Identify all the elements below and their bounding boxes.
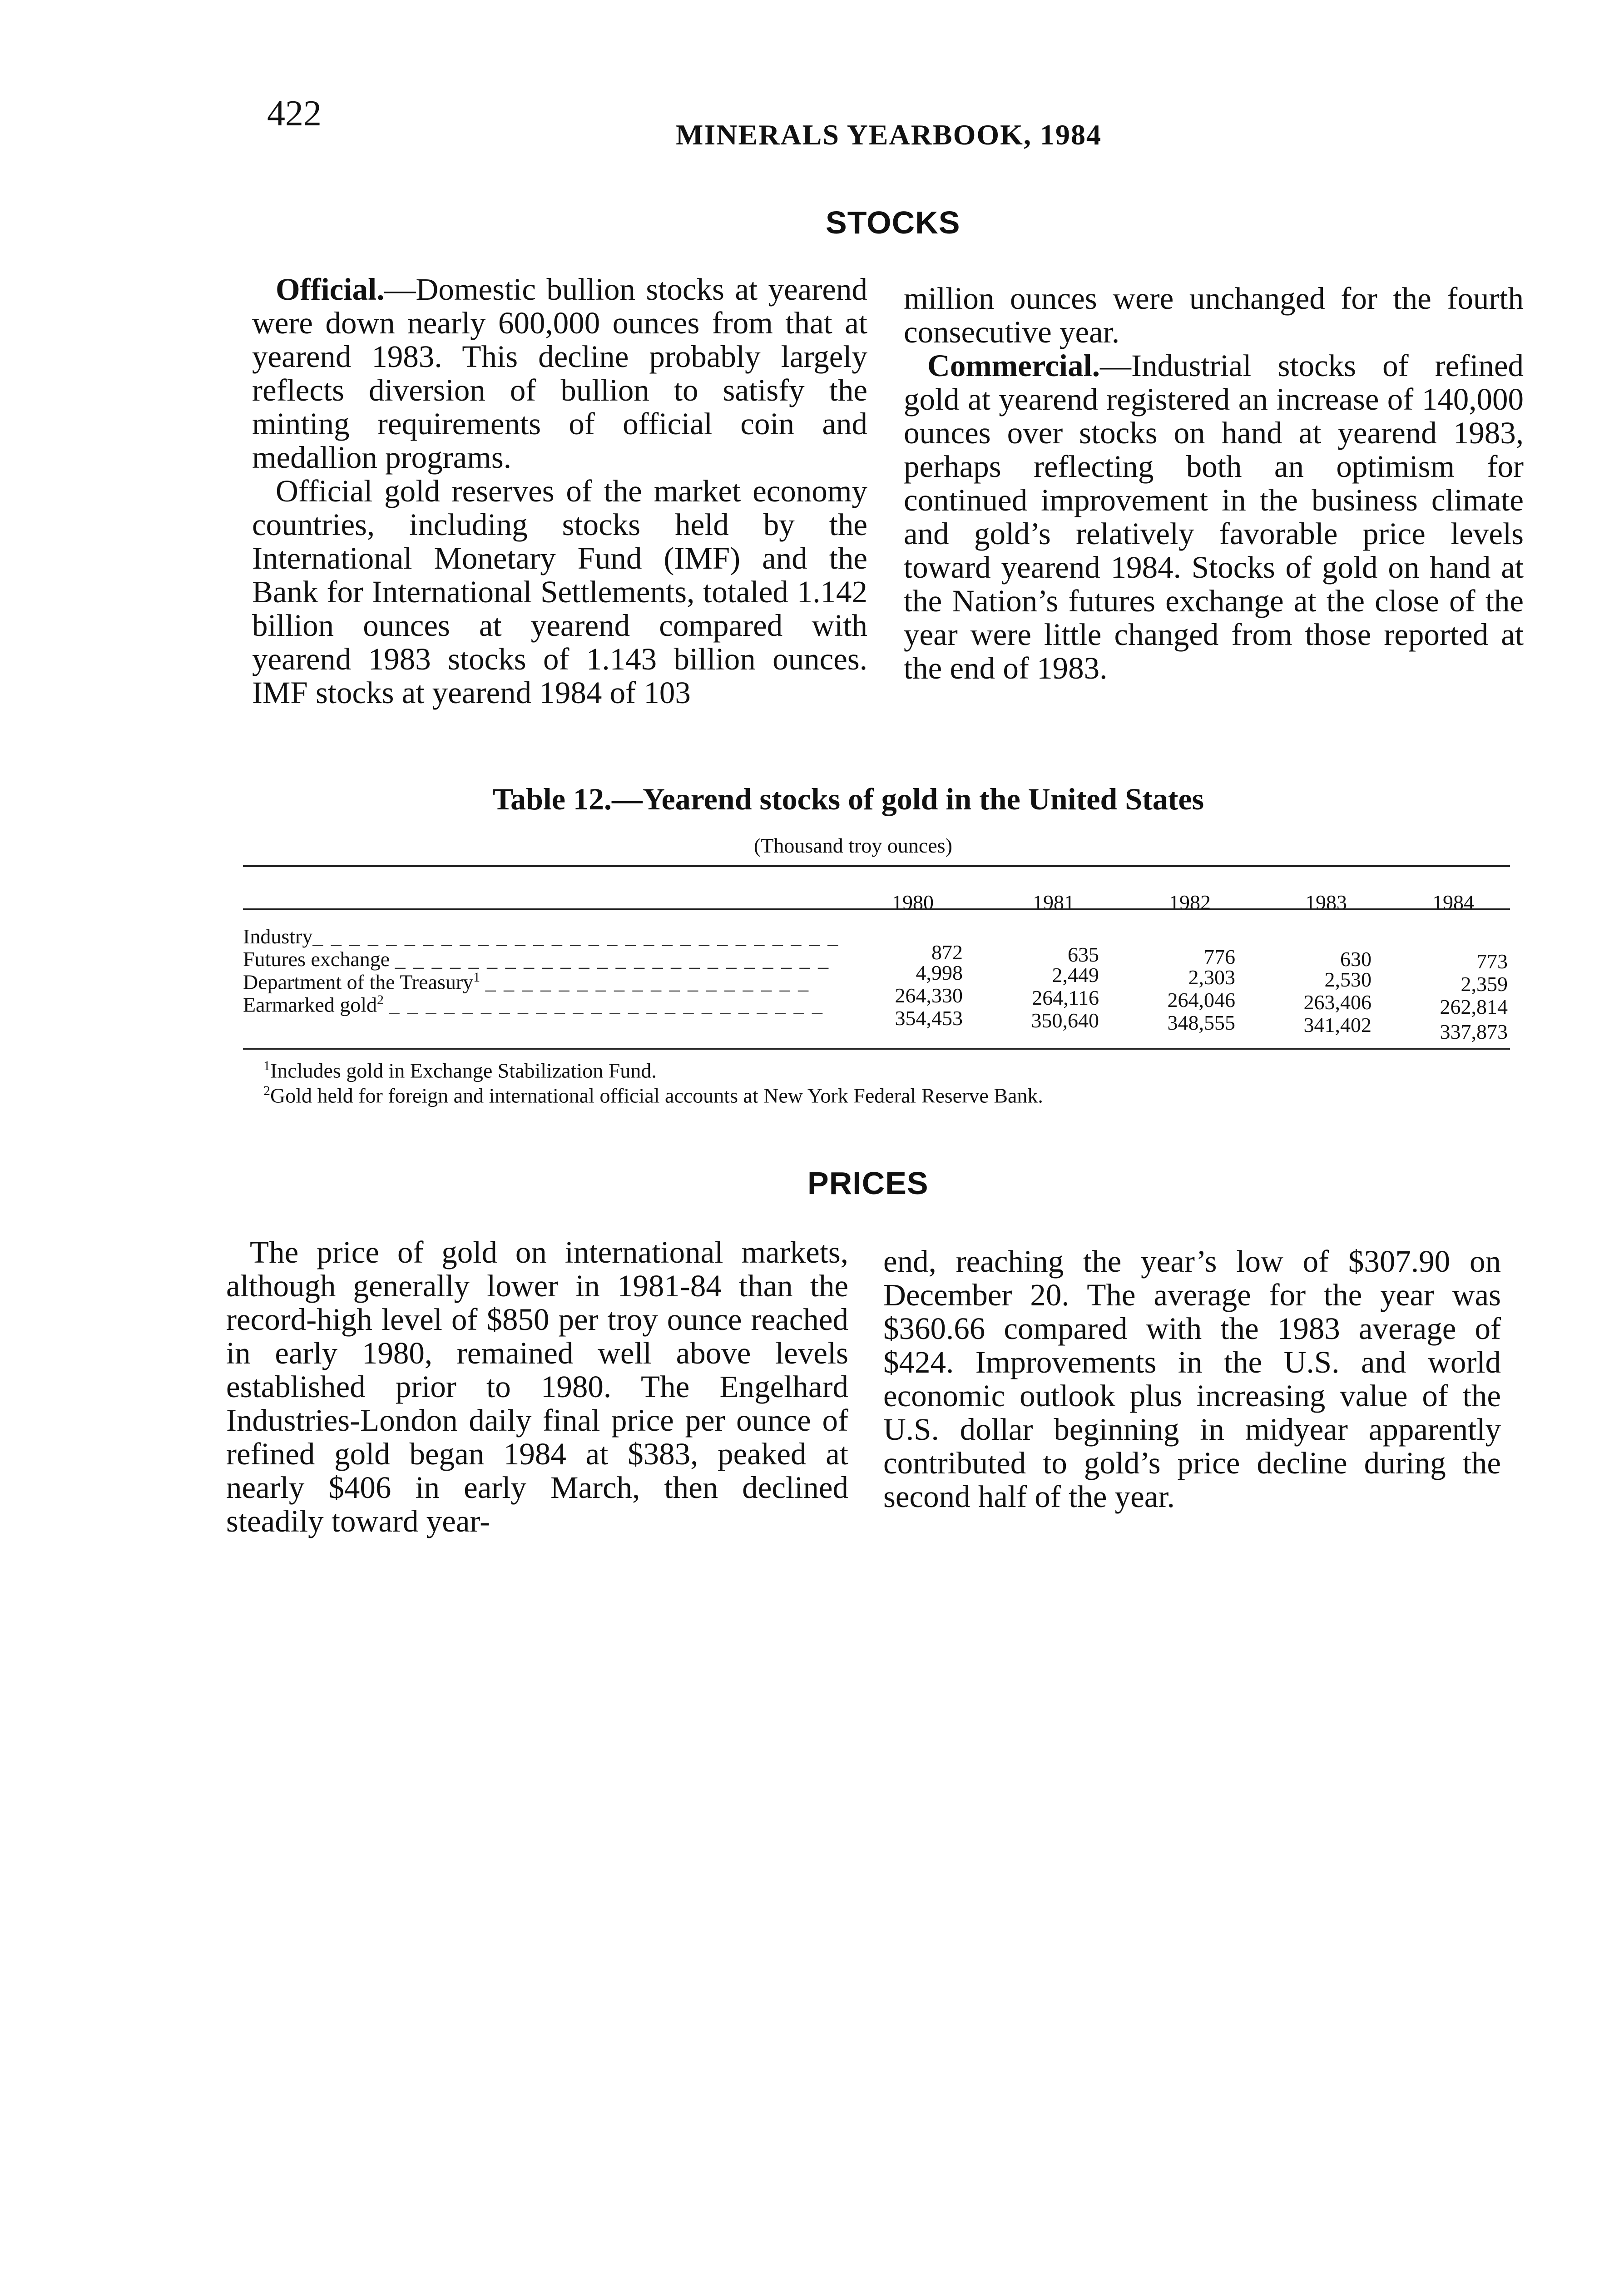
table-cell: 776 (1204, 945, 1235, 968)
reserves-paragraph: Official gold reserves of the market economy countries, including stocks held by the International Monetary Fund (IMF) and the Bank for International Settlements, totaled 1.142 billion ounces at yearend compared with yearend 1983 stocks of 1.143 billion ounces. IMF stocks at yearend 1984 of 103 (252, 474, 867, 710)
column-header-1981: 1981 (1033, 891, 1074, 914)
table-cell: 350,640 (1031, 1009, 1099, 1032)
stocks-left-column (252, 273, 867, 709)
prices-right-paragraph: end, reaching the year’s low of $307.90 on December 20. The average for the year was $360.66 compared with the 1983 average of $424. Improvements in the U.S. and world economic outlook plus increasing value of the U.S. dollar beginning in midyear apparently contributed to gold’s price decline during the second half of the year. (883, 1244, 1501, 1514)
table-row-label (243, 924, 839, 948)
official-lead: Official. (276, 272, 385, 307)
table-cell: 872 (931, 941, 963, 964)
leader-dots: _ _ _ _ _ _ _ _ _ _ _ _ _ _ _ _ _ _ _ _ _ _ _ _ (395, 947, 830, 971)
column-header-1983: 1983 (1305, 891, 1347, 914)
table-subtitle: (Thousand troy ounces) (754, 834, 952, 857)
table-cell: 4,998 (916, 961, 963, 984)
table-cell: 2,359 (1461, 972, 1508, 996)
table-cell: 773 (1476, 950, 1508, 973)
official-paragraph (252, 273, 867, 474)
commercial-text: —Industrial stocks of refined gold at yearend registered an increase of 140,000 ounces over stocks on hand at yearend 1983, perhaps reflecting both an optimism for continued improvement in the business climate and gold’s relatively favorable price levels toward yearend 1984. Stocks of gold on hand at the Nation’s futures exchange at the close of the year were little changed from those reported at the end of 1983. (904, 348, 1524, 685)
footnote-text: Gold held for foreign and international official accounts at New York Federal Reserve Bank. (270, 1084, 1043, 1107)
footnote-mark: 2 (263, 1083, 270, 1098)
table-bottom-rule (243, 1048, 1510, 1050)
commercial-lead: Commercial. (927, 348, 1100, 383)
table-cell: 262,814 (1440, 995, 1508, 1018)
prices-right-column (883, 1245, 1501, 1513)
table-cell: 264,046 (1167, 988, 1235, 1012)
table-top-rule (243, 865, 1510, 867)
table-cell: 2,449 (1052, 963, 1099, 987)
table-row-label (243, 947, 830, 971)
prices-heading: PRICES (807, 1165, 929, 1201)
running-head: MINERALS YEARBOOK, 1984 (676, 119, 1102, 151)
footnote-marker: 2 (377, 992, 384, 1007)
official-text: —Domestic bullion stocks at yearend were down nearly 600,000 ounces from that at yearend 1983. This decline probably largely reflects diversion of bullion to satisfy the minting requirements of official coin and medallion programs. (252, 272, 867, 475)
table-cell: 264,330 (895, 984, 963, 1007)
row-label-text: Department of the Treasury (243, 970, 474, 994)
leader-dots: _ _ _ _ _ _ _ _ _ _ _ _ _ _ _ _ _ _ _ _ _ _ _ _ _ _ _ _ _ (312, 925, 840, 948)
table-cell: 635 (1068, 943, 1099, 966)
table-cell: 341,402 (1303, 1013, 1371, 1036)
row-label-text: Industry (243, 925, 313, 948)
table-title: Table 12.—Yearend stocks of gold in the United States (493, 782, 1204, 816)
commercial-paragraph (904, 349, 1524, 685)
table-footnote-2 (263, 1083, 1043, 1107)
footnote-mark: 1 (263, 1058, 270, 1073)
table-cell: 2,303 (1188, 966, 1235, 989)
leader-dots: _ _ _ _ _ _ _ _ _ _ _ _ _ _ _ _ _ _ _ _ _ _ _ _ (389, 993, 824, 1016)
column-header-1984: 1984 (1432, 891, 1474, 914)
table-cell: 2,530 (1324, 968, 1371, 991)
row-label-text: Futures exchange (243, 947, 390, 971)
row-label-text: Earmarked gold (243, 993, 377, 1016)
table-header-rule (243, 908, 1510, 910)
table-cell: 263,406 (1303, 991, 1371, 1014)
table-row-label (243, 970, 810, 994)
column-header-1980: 1980 (892, 891, 934, 914)
prices-left-paragraph: The price of gold on international markets, although generally lower in 1981-84 than the record-high level of $850 per troy ounce reached in early 1980, remained well above levels established prior to 1980. The Engelhard Industries-London daily final price per ounce of refined gold began 1984 at $383, peaked at nearly $406 in early March, then declined steadily toward year- (226, 1235, 848, 1538)
table-cell: 264,116 (1032, 986, 1099, 1009)
continued-paragraph: million ounces were unchanged for the fourth consecutive year. (904, 281, 1524, 349)
prices-left-column (226, 1235, 848, 1538)
page-number: 422 (267, 94, 322, 134)
footnote-marker: 1 (473, 970, 480, 985)
column-header-1982: 1982 (1169, 891, 1211, 914)
table-cell: 630 (1340, 947, 1371, 971)
stocks-heading: STOCKS (826, 205, 961, 240)
table-footnote-1 (263, 1058, 657, 1082)
leader-dots: _ _ _ _ _ _ _ _ _ _ _ _ _ _ _ _ _ _ (485, 970, 810, 994)
table-cell: 337,873 (1440, 1020, 1508, 1043)
stocks-right-column (904, 282, 1524, 685)
table-row-label (243, 992, 824, 1016)
table-cell: 354,453 (895, 1007, 963, 1030)
footnote-text: Includes gold in Exchange Stabilization Fund. (270, 1059, 657, 1082)
table-cell: 348,555 (1167, 1011, 1235, 1034)
